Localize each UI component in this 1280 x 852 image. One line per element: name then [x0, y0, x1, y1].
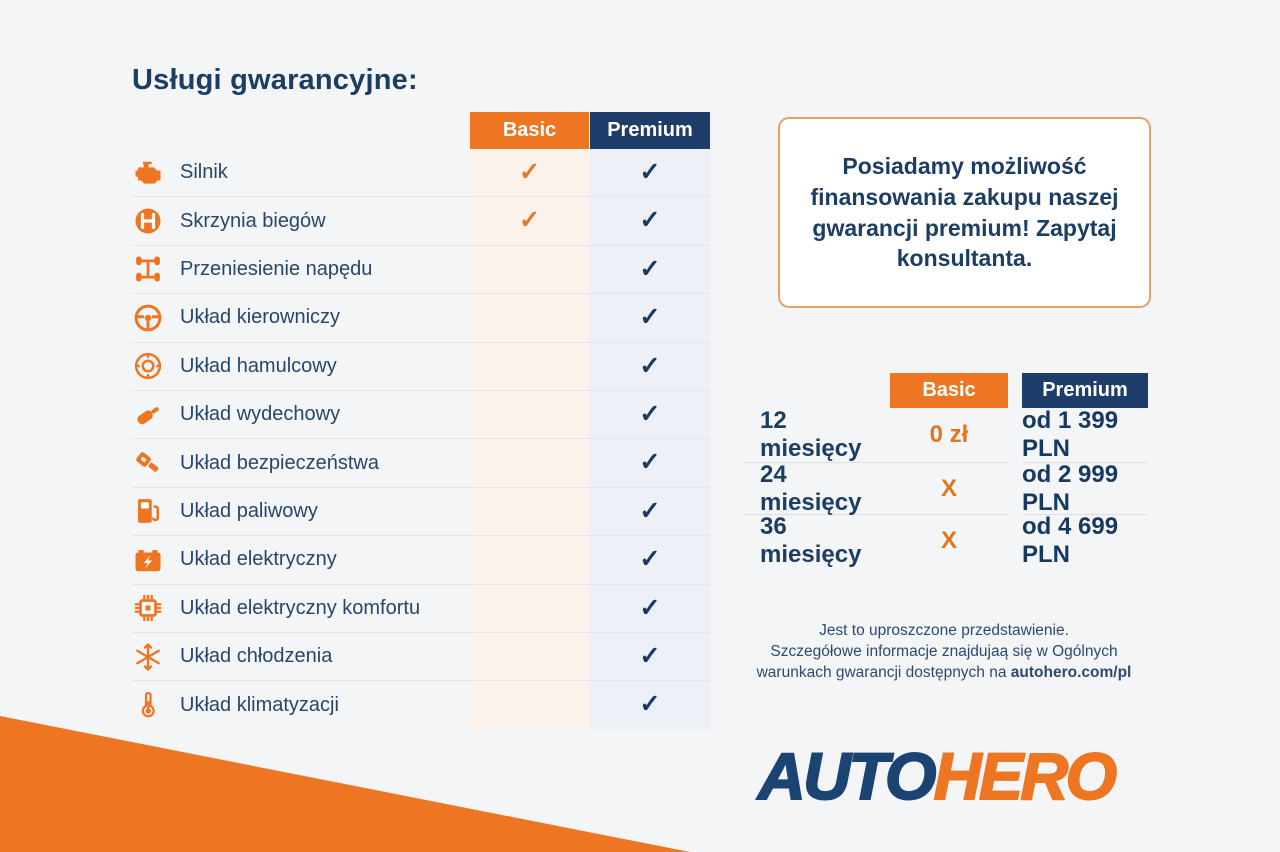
basic-checkmark: [470, 391, 589, 439]
warranty-row: [132, 488, 710, 536]
warranty-row-label: Przeniesienie napędu: [180, 257, 373, 280]
warranty-row: [132, 294, 710, 342]
logo-auto: AUTO: [758, 739, 934, 813]
pricing-premium-value: od 4 699 PLN: [1022, 513, 1119, 568]
warranty-table: [132, 112, 710, 730]
fuel-pump-icon: [133, 496, 163, 526]
logo-hero: HERO: [933, 739, 1115, 813]
basic-checkmark: [470, 488, 589, 536]
thermometer-icon: [133, 690, 163, 720]
warranty-row-label: Układ elektryczny: [180, 548, 337, 571]
basic-column-header: Basic: [470, 112, 589, 149]
premium-checkmark: ✓: [639, 641, 661, 670]
premium-checkmark: ✓: [639, 351, 661, 380]
warranty-row-label: Układ kierowniczy: [180, 306, 341, 329]
drivetrain-icon: [133, 254, 163, 284]
warranty-row-label: Skrzynia biegów: [180, 209, 326, 232]
basic-checkmark: [470, 246, 589, 294]
pricing-period: 36 miesięcy: [760, 513, 862, 568]
basic-checkmark: ✓: [519, 206, 540, 235]
disclaimer: [714, 620, 1174, 683]
warranty-row-label: Układ chłodzenia: [180, 645, 333, 668]
warranty-row: [132, 391, 710, 439]
warranty-row: [132, 681, 710, 729]
pricing-period: 24 miesięcy: [744, 463, 890, 515]
pricing-row-gap: [1008, 515, 1022, 567]
basic-checkmark: [470, 633, 589, 681]
pricing-premium-value: od 2 999 PLN: [1022, 463, 1148, 515]
warranty-row: [132, 633, 710, 681]
basic-checkmark: [470, 294, 589, 342]
brake-icon: [133, 351, 163, 381]
warranty-row-label: Układ klimatyzacji: [180, 693, 339, 716]
warranty-row-label: Układ hamulcowy: [180, 354, 337, 377]
warranty-row: [132, 439, 710, 487]
website-url: autohero.com/pl: [1010, 664, 1132, 681]
pricing-basic-header: Basic: [890, 373, 1008, 408]
warranty-row-label: Układ bezpieczeństwa: [180, 451, 379, 474]
warranty-row: [132, 246, 710, 294]
warranty-rows: [132, 149, 710, 730]
warranty-row: [132, 536, 710, 584]
premium-checkmark: ✓: [639, 690, 661, 719]
disclaimer-line-2: Szczegółowe informacje znajdujaą się w Ogólnych: [770, 643, 1118, 660]
pricing-basic-value: X: [890, 463, 1008, 515]
orange-wedge-decoration: [0, 716, 690, 852]
pricing-row-gap: [1008, 463, 1022, 515]
premium-checkmark: ✓: [639, 158, 661, 186]
basic-checkmark: [470, 343, 589, 391]
basic-checkmark: [470, 681, 589, 729]
chip-icon: [133, 593, 163, 623]
pricing-premium-header: Premium: [1022, 373, 1148, 408]
warranty-row: [132, 197, 710, 245]
pricing-basic-value: 0 zł: [890, 408, 1008, 463]
seatbelt-icon: [133, 448, 163, 478]
premium-checkmark: ✓: [639, 448, 661, 477]
premium-checkmark: ✓: [639, 593, 661, 622]
exhaust-icon: [133, 400, 163, 430]
financing-note-text: Posiadamy możliwość finansowania zakupu naszej gwarancji premium! Zapytaj konsultanta.: [810, 153, 1119, 272]
premium-checkmark: ✓: [639, 303, 661, 332]
financing-note-box: [778, 117, 1151, 308]
steering-wheel-icon: [133, 303, 163, 333]
basic-checkmark: ✓: [519, 158, 540, 186]
premium-column-header: Premium: [590, 112, 710, 149]
warranty-row: [132, 149, 710, 197]
disclaimer-line-1: Jest to uproszczone przedstawienie.: [819, 622, 1069, 639]
premium-checkmark: ✓: [639, 254, 661, 283]
warranty-row: [132, 585, 710, 633]
snowflake-icon: [133, 642, 163, 672]
pricing-header-spacer: [744, 373, 890, 408]
pricing-table: [744, 373, 1148, 567]
page-title: Usługi gwarancyjne:: [132, 64, 418, 96]
disclaimer-line-3: warunkach gwarancji dostępnych na autohero.com/pl: [756, 664, 1132, 681]
warranty-row-label: Silnik: [180, 161, 228, 184]
battery-icon: [133, 545, 163, 575]
pricing-row-gap: [1008, 408, 1022, 463]
pricing-premium-value: od 1 399 PLN: [1022, 408, 1148, 463]
premium-checkmark: ✓: [639, 206, 661, 235]
gearbox-icon: [133, 206, 163, 236]
premium-checkmark: ✓: [639, 399, 661, 428]
warranty-row: [132, 343, 710, 391]
pricing-header-gap: [1008, 373, 1022, 408]
warranty-row-label: Układ wydechowy: [180, 403, 341, 426]
basic-checkmark: [470, 536, 589, 584]
engine-icon: [133, 158, 163, 188]
premium-checkmark: ✓: [639, 496, 661, 525]
pricing-period: 12 miesięcy: [744, 408, 890, 463]
warranty-row-label: Układ paliwowy: [180, 499, 318, 522]
basic-checkmark: [470, 439, 589, 487]
autohero-logo: [758, 738, 1114, 814]
basic-checkmark: [470, 585, 589, 633]
warranty-row-label: Układ elektryczny komfortu: [180, 596, 421, 619]
premium-checkmark: ✓: [639, 545, 661, 574]
pricing-basic-value: X: [940, 527, 957, 554]
